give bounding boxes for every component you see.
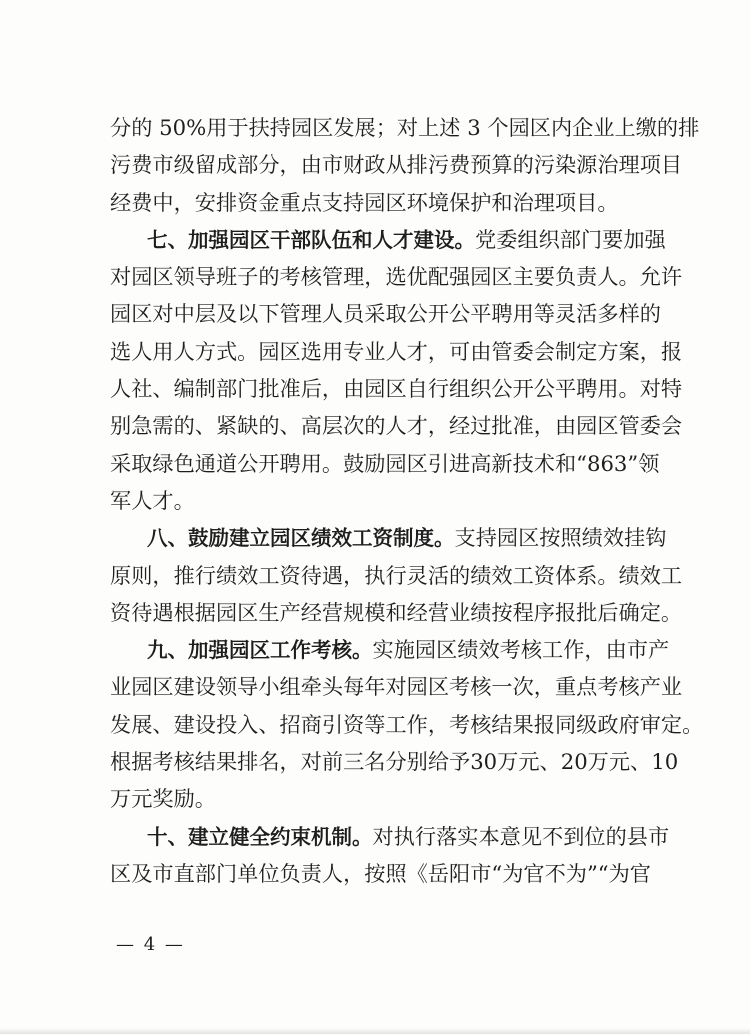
body-text-line: 经费中，安排资金重点支持园区环境保护和治理项目。	[110, 189, 619, 215]
body-text-line: 区及市直部门单位负责人，按照《岳阳市“为官不为”“为官	[110, 860, 651, 886]
section-heading-line	[110, 818, 670, 855]
section-body-text: 实施园区绩效考核工作，由市产	[372, 637, 670, 663]
section-heading: 七、加强园区干部队伍和人才建设。	[147, 227, 475, 252]
body-text-line: 根据考核结果排名，对前三名分别给予30万元、20万元、10	[110, 749, 679, 775]
body-text-line: 资待遇根据园区生产经营规模和经营业绩按程序报批后确定。	[110, 599, 683, 625]
body-text-line: 原则，推行绩效工资待遇，执行灵活的绩效工资体系。绩效工	[110, 562, 683, 588]
body-text-line: 分的 50%用于扶持园区发展；对上述 3 个园区内企业上缴的排	[110, 115, 700, 140]
body-text-line: 发展、建设投入、招商引资等工作，考核结果报同级政府审定。	[110, 711, 704, 737]
scan-edge-shadow	[0, 1028, 750, 1034]
body-text-line: 军人才。	[110, 487, 195, 513]
section-body-text: 支持园区按照绩效挂钩	[454, 525, 667, 551]
body-text-line: 污费市级留成部分，由市财政从排污费预算的污染源治理项目	[110, 152, 683, 178]
section-body-text: 对执行落实本意见不到位的县市	[372, 823, 670, 849]
body-text-line: 园区对中层及以下管理人员采取公开公平聘用等灵活多样的	[110, 301, 661, 327]
section-heading-line	[110, 519, 667, 556]
document-body	[110, 109, 704, 892]
section-heading: 九、加强园区工作考核。	[147, 638, 373, 663]
body-text-line: 对园区领导班子的考核管理，选优配强园区主要负责人。允许	[110, 264, 683, 290]
section-body-text: 党委组织部门要加强	[475, 226, 666, 252]
section-heading: 八、鼓励建立园区绩效工资制度。	[147, 526, 455, 551]
body-text-line: 别急需的、紧缺的、高层次的人才，经过批准，由园区管委会	[110, 413, 683, 439]
section-heading: 十、建立健全约束机制。	[147, 824, 373, 849]
body-text-line: 采取绿色通道公开聘用。鼓励园区引进高新技术和“863”领	[110, 450, 660, 476]
section-heading-line	[110, 631, 670, 668]
page-number: — 4 —	[116, 934, 185, 955]
body-text-line: 选人用人方式。园区选用专业人才，可由管委会制定方案，报	[110, 338, 683, 364]
body-text-line: 人社、编制部门批准后，由园区自行组织公开公平聘用。对特	[110, 376, 683, 402]
body-text-line: 万元奖励。	[110, 786, 216, 812]
body-text-line: 业园区建设领导小组牵头每年对园区考核一次，重点考核产业	[110, 674, 683, 700]
section-heading-line	[110, 221, 666, 258]
